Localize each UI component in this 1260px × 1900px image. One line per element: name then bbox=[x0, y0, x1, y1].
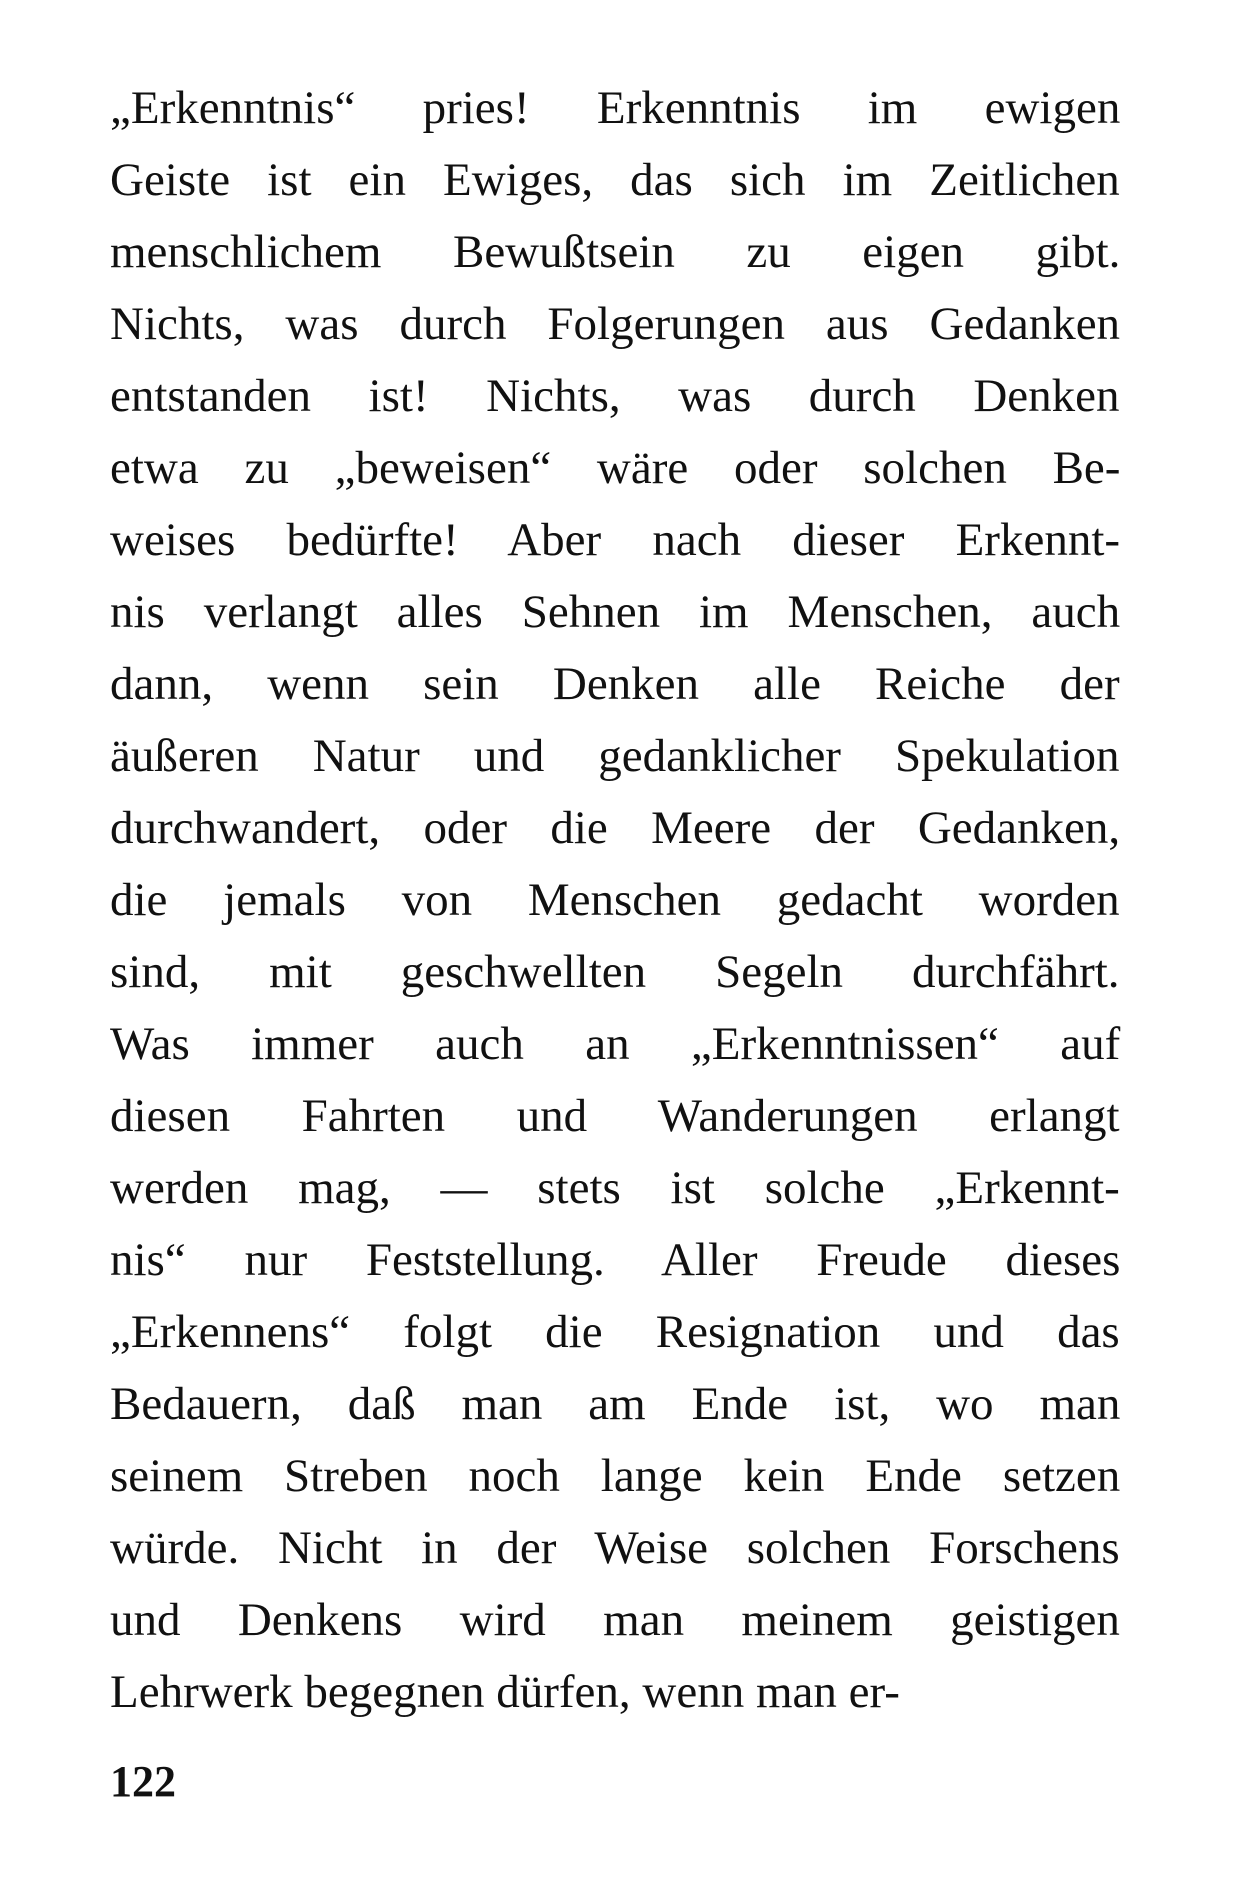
text-line: Was immer auch an „Erkenntnissen“ auf bbox=[110, 1018, 1121, 1070]
text-line: „Erkenntnis“ pries! Erkenntnis im ewigen bbox=[110, 82, 1121, 134]
text-line: Bedauern, daß man am Ende ist, wo man bbox=[110, 1378, 1121, 1430]
text-line: weises bedürfte! Aber nach dieser Erkennt- bbox=[110, 514, 1121, 566]
text-line: und Denkens wird man meinem geistigen bbox=[110, 1594, 1120, 1646]
text-line: Lehrwerk begegnen dürfen, wenn man er- bbox=[110, 1666, 900, 1718]
text-line: sind, mit geschwellten Segeln durchfährt. bbox=[110, 946, 1120, 998]
text-line: menschlichem Bewußtsein zu eigen gibt. bbox=[110, 226, 1121, 278]
text-line: nis“ nur Feststellung. Aller Freude dieses bbox=[110, 1234, 1121, 1286]
body-text bbox=[110, 72, 1120, 1728]
text-line: nis verlangt alles Sehnen im Menschen, auch bbox=[110, 586, 1121, 638]
text-line: äußeren Natur und gedanklicher Spekulation bbox=[110, 730, 1120, 782]
page-number: 122 bbox=[110, 1757, 176, 1806]
text-line: etwa zu „beweisen“ wäre oder solchen Be- bbox=[110, 442, 1121, 494]
text-line: durchwandert, oder die Meere der Gedanken, bbox=[110, 802, 1121, 854]
text-line: Nichts, was durch Folgerungen aus Gedanken bbox=[110, 298, 1121, 350]
text-line: seinem Streben noch lange kein Ende setzen bbox=[110, 1450, 1121, 1502]
text-line: Geiste ist ein Ewiges, das sich im Zeitlichen bbox=[110, 154, 1120, 206]
text-line: würde. Nicht in der Weise solchen Forschens bbox=[110, 1522, 1120, 1574]
text-line: dann, wenn sein Denken alle Reiche der bbox=[110, 658, 1120, 710]
text-line: diesen Fahrten und Wanderungen erlangt bbox=[110, 1090, 1120, 1142]
text-line: „Erkennens“ folgt die Resignation und das bbox=[110, 1306, 1120, 1358]
text-line: werden mag, — stets ist solche „Erkennt- bbox=[110, 1162, 1120, 1214]
text-line: entstanden ist! Nichts, was durch Denken bbox=[110, 370, 1120, 422]
text-line: die jemals von Menschen gedacht worden bbox=[110, 874, 1120, 926]
